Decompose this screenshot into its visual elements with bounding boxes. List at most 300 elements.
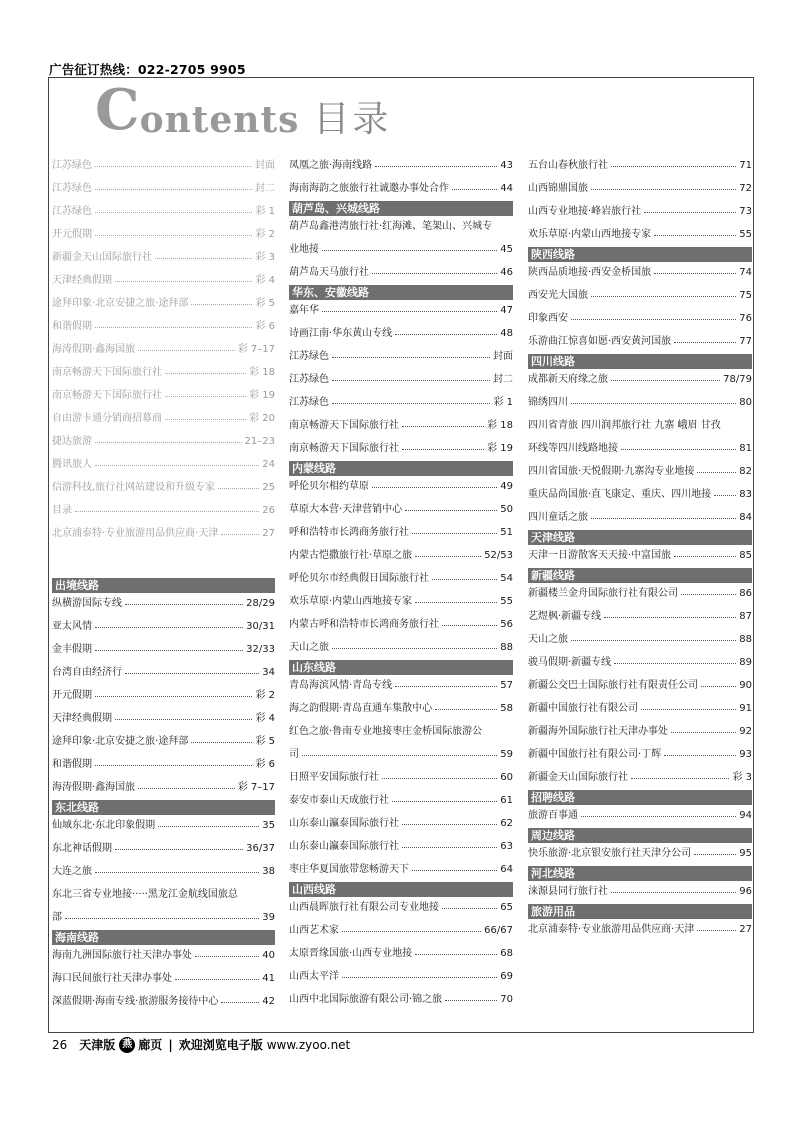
toc-entry[interactable] [528, 549, 752, 562]
toc-entry[interactable] [52, 666, 275, 679]
toc-entry[interactable] [52, 865, 275, 878]
leader-dots [671, 731, 736, 733]
toc-entry-page: 58 [500, 703, 513, 714]
leader-dots [415, 601, 497, 603]
toc-entry[interactable] [289, 220, 513, 256]
leader-dots [611, 379, 720, 381]
toc-entry[interactable] [289, 572, 513, 585]
toc-entry-row [52, 995, 275, 1008]
toc-entry-row [528, 610, 752, 623]
toc-entry-row [289, 526, 513, 539]
toc-entry-page: 彩 2 [255, 690, 275, 701]
toc-entry[interactable] [528, 396, 752, 409]
toc-entry-title: 山西艺术家 [289, 925, 339, 936]
toc-entry-row [528, 702, 752, 715]
toc-entry[interactable] [52, 320, 275, 333]
toc-entry-row [528, 809, 752, 822]
leader-dots [125, 603, 243, 605]
contents-logo [95, 77, 392, 143]
toc-entry-row [289, 817, 513, 830]
toc-entry-row [52, 972, 275, 985]
toc-entry[interactable] [52, 504, 275, 517]
toc-entry-title: 草原大本营·天津营销中心 [289, 504, 403, 515]
toc-entry-title: 台湾自由经济行 [52, 667, 122, 678]
leader-dots [75, 510, 259, 512]
toc-entry[interactable] [289, 503, 513, 516]
toc-entry[interactable] [52, 888, 275, 924]
toc-entry-page: 彩 6 [255, 321, 275, 332]
leader-dots [654, 234, 736, 236]
toc-entry-page: 64 [500, 864, 513, 875]
leader-dots [701, 685, 736, 687]
toc-entry-page: 彩 5 [255, 298, 275, 309]
leader-dots [158, 825, 259, 827]
toc-entry[interactable] [289, 702, 513, 715]
toc-entry-title: 途拜印象·北京安捷之旅·途拜部 [52, 298, 189, 309]
leader-dots [218, 487, 259, 489]
toc-entry-page: 87 [739, 611, 752, 622]
toc-entry[interactable] [289, 373, 513, 386]
leader-dots [175, 978, 259, 980]
toc-entry[interactable] [289, 595, 513, 608]
toc-entry-title: 开元假期 [52, 690, 92, 701]
toc-entry-row [528, 923, 752, 936]
toc-entry-title: 和谐假期 [52, 759, 92, 770]
toc-entry[interactable] [289, 442, 513, 455]
leader-dots [571, 318, 736, 320]
toc-entry[interactable] [528, 610, 752, 623]
toc-entry-title: 深蓝假期·海南专线·旅游服务接待中心 [52, 996, 219, 1007]
toc-entry-title: 山东泰山瀛泰国际旅行社 [289, 818, 399, 829]
leader-dots [697, 471, 736, 473]
toc-entry-row [289, 993, 513, 1006]
toc-entry[interactable] [289, 970, 513, 983]
toc-entry[interactable] [528, 205, 752, 218]
magazine-badge-icon: 燕 [119, 1037, 135, 1053]
toc-entry-row [52, 842, 275, 855]
toc-entry-page: 47 [500, 305, 513, 316]
toc-entry-page: 封二 [493, 374, 513, 385]
toc-entry-page: 40 [262, 950, 275, 961]
toc-entry-title: 凤凰之旅·海南线路 [289, 160, 373, 171]
toc-entry-title: 海口民间旅行社天津办事处 [52, 973, 172, 984]
toc-entry-page: 89 [739, 657, 752, 668]
toc-entry-row [528, 549, 752, 562]
toc-entry[interactable] [528, 419, 752, 455]
leader-dots [221, 1001, 259, 1003]
toc-entry[interactable] [52, 819, 275, 832]
toc-entry-page: 45 [500, 244, 513, 255]
toc-entry-row [528, 885, 752, 898]
toc-entry-row [289, 549, 513, 562]
toc-entry[interactable] [289, 304, 513, 317]
toc-entry[interactable] [528, 748, 752, 761]
toc-entry-row [289, 182, 513, 195]
toc-entry[interactable] [289, 641, 513, 654]
toc-entry[interactable] [52, 949, 275, 962]
toc-entry-title: 山西太平洋 [289, 971, 339, 982]
toc-entry-title: 印象西安 [528, 313, 568, 324]
toc-entry[interactable] [52, 412, 275, 425]
leader-dots [405, 509, 497, 511]
toc-entry-row [289, 373, 513, 386]
leader-dots [95, 695, 252, 697]
toc-entry[interactable] [52, 435, 275, 448]
toc-entry-page: 封面 [493, 351, 513, 362]
leader-dots [115, 718, 252, 720]
leader-dots [95, 234, 252, 236]
toc-entry-title: 亚太风情 [52, 621, 92, 632]
toc-entry[interactable] [528, 587, 752, 600]
toc-entry-page: 彩 19 [249, 390, 275, 401]
toc-entry-title: 大连之旅 [52, 866, 92, 877]
toc-entry-row [528, 771, 752, 784]
toc-entry-row [528, 289, 752, 302]
toc-entry[interactable] [528, 885, 752, 898]
toc-entry-page: 91 [739, 703, 752, 714]
toc-entry-page: 43 [500, 160, 513, 171]
leader-dots [115, 848, 243, 850]
toc-entry[interactable] [289, 794, 513, 807]
toc-entry-title: 和谐假期 [52, 321, 92, 332]
toc-entry-row [289, 863, 513, 876]
toc-entry[interactable] [289, 901, 513, 914]
toc-entry[interactable] [528, 656, 752, 669]
contents-title-cn: 目录 [313, 99, 392, 140]
toc-entry[interactable] [289, 771, 513, 784]
toc-entry-row [52, 527, 275, 540]
toc-entry-row [52, 251, 275, 264]
toc-entry[interactable] [52, 481, 275, 494]
toc-entry[interactable] [52, 643, 275, 656]
leader-dots [654, 272, 736, 274]
toc-entry-page: 彩 18 [487, 420, 513, 431]
toc-entry[interactable] [52, 972, 275, 985]
toc-entry-page: 73 [739, 206, 752, 217]
leader-dots [631, 777, 729, 779]
leader-dots [694, 853, 736, 855]
toc-entry[interactable] [528, 511, 752, 524]
toc-entry[interactable] [289, 480, 513, 493]
toc-entry-title: 东北三省专业地接·····黑龙江金航线国旅总 [52, 889, 238, 900]
leader-dots [165, 418, 246, 420]
toc-entry-title: 江苏绿色 [52, 160, 92, 171]
leader-dots [402, 846, 497, 848]
toc-entry-title: 海涛假期·鑫海国旅 [52, 344, 136, 355]
toc-entry-page: 24 [262, 459, 275, 470]
toc-entry[interactable] [52, 205, 275, 218]
leader-dots [195, 955, 259, 957]
toc-entry[interactable] [52, 274, 275, 287]
toc-entry-title: 南京畅游天下国际旅行社 [52, 390, 162, 401]
toc-entry-row [528, 587, 752, 600]
toc-entry-title: 呼和浩特市长鸿商务旅行社 [289, 527, 409, 538]
toc-entry[interactable] [528, 289, 752, 302]
section-header: 东北线路 [52, 800, 275, 815]
toc-entry-title: 天津经典假期 [52, 713, 112, 724]
section-header: 新疆线路 [528, 568, 752, 583]
toc-entry-row [528, 312, 752, 325]
toc-entry[interactable] [289, 526, 513, 539]
toc-entry-title: 江苏绿色 [52, 206, 92, 217]
section-header: 天津线路 [528, 530, 752, 545]
toc-entry-title: 自由游卡通分销商招募商 [52, 413, 162, 424]
website-link[interactable]: www.zyoo.net [266, 1037, 351, 1052]
toc-entry-title: 江苏绿色 [289, 397, 329, 408]
toc-entry-title-cont: 司 [289, 749, 299, 760]
toc-entry-page: 90 [739, 680, 752, 691]
toc-entry-row [52, 159, 275, 172]
leader-dots [65, 917, 259, 919]
toc-entry-page: 27 [739, 924, 752, 935]
toc-entry-page: 83 [739, 489, 752, 500]
toc-entry-title: 欢乐草原·内蒙山西地接专家 [528, 229, 652, 240]
toc-entry-row [289, 266, 513, 279]
toc-entry-page: 95 [739, 848, 752, 859]
toc-entry-page: 93 [739, 749, 752, 760]
leader-dots [191, 303, 252, 305]
toc-entry-title: 嘉年华 [289, 305, 319, 316]
toc-entry-title: 海之韵假期·青岛直通车集散中心 [289, 703, 433, 714]
toc-entry[interactable] [528, 847, 752, 860]
leader-dots [581, 815, 736, 817]
section-header: 河北线路 [528, 866, 752, 881]
toc-entry-row [289, 503, 513, 516]
toc-entry[interactable] [528, 809, 752, 822]
toc-entry[interactable] [289, 817, 513, 830]
leader-dots [442, 907, 497, 909]
toc-entry-row [52, 366, 275, 379]
toc-entry[interactable] [528, 182, 752, 195]
toc-entry[interactable] [52, 297, 275, 310]
toc-entry-row [52, 758, 275, 771]
toc-entry-title: 泰安市泰山天成旅行社 [289, 795, 389, 806]
toc-entry-title: 新疆金天山国际旅行社 [52, 252, 152, 263]
toc-entry-page: 彩 7–17 [237, 344, 275, 355]
toc-entry[interactable] [52, 159, 275, 172]
toc-entry-row [52, 735, 275, 748]
toc-entry-page: 68 [500, 948, 513, 959]
toc-entry-row [528, 205, 752, 218]
leader-dots [415, 953, 497, 955]
toc-entry[interactable] [289, 863, 513, 876]
toc-entry-title: 新疆楼兰金舟国际旅行社有限公司 [528, 588, 678, 599]
toc-entry-row [528, 228, 752, 241]
toc-entry[interactable] [52, 689, 275, 702]
toc-entry-page: 60 [500, 772, 513, 783]
toc-entry[interactable] [289, 159, 513, 172]
toc-entry[interactable] [52, 842, 275, 855]
page-number: 26 [52, 1037, 68, 1052]
toc-entry[interactable] [289, 947, 513, 960]
toc-entry[interactable] [528, 679, 752, 692]
toc-entry[interactable] [52, 758, 275, 771]
leader-dots [591, 517, 736, 519]
leader-dots [604, 616, 736, 618]
toc-entry[interactable] [52, 182, 275, 195]
toc-entry-row [528, 488, 752, 501]
toc-entry-page: 88 [500, 642, 513, 653]
toc-entry[interactable] [289, 618, 513, 631]
toc-entry-title: 新疆中国旅行社有限公司 [528, 703, 638, 714]
toc-entry-row [528, 656, 752, 669]
toc-entry[interactable] [289, 549, 513, 562]
toc-entry-row [289, 970, 513, 983]
toc-entry-title: 新疆公交巴士国际旅行社有限责任公司 [528, 680, 698, 691]
toc-entry-row [289, 350, 513, 363]
toc-entry[interactable] [528, 266, 752, 279]
toc-entry[interactable] [52, 781, 275, 794]
toc-entry-title: 山西锦鼎国旅 [528, 183, 588, 194]
toc-entry[interactable] [289, 840, 513, 853]
toc-entry-title: 山西晨晖旅行社有限公司专业地接 [289, 902, 439, 913]
leader-dots [452, 188, 497, 190]
toc-entry[interactable] [52, 366, 275, 379]
leader-dots [342, 976, 497, 978]
toc-entry[interactable] [528, 335, 752, 348]
toc-entry[interactable] [528, 159, 752, 172]
toc-entry-row [52, 389, 275, 402]
section-header: 葫芦岛、兴城线路 [289, 201, 513, 216]
toc-entry[interactable] [52, 389, 275, 402]
toc-entry-row [289, 618, 513, 631]
toc-entry-page: 86 [739, 588, 752, 599]
toc-entry-title: 山东泰山瀛泰国际旅行社 [289, 841, 399, 852]
leader-dots [435, 708, 497, 710]
toc-entry[interactable] [528, 633, 752, 646]
toc-entry-page: 38 [262, 866, 275, 877]
toc-entry[interactable] [52, 343, 275, 356]
toc-entry-title: 枣庄华夏国旅带您畅游天下 [289, 864, 409, 875]
toc-entry-page: 66/67 [484, 925, 513, 936]
leader-dots [191, 741, 252, 743]
leader-dots [674, 341, 736, 343]
toc-entry[interactable] [52, 228, 275, 241]
toc-entry[interactable] [528, 465, 752, 478]
leader-dots [402, 823, 497, 825]
toc-entry[interactable] [289, 182, 513, 195]
toc-entry-row [289, 702, 513, 715]
leader-dots [445, 999, 497, 1001]
toc-entry[interactable] [528, 373, 752, 386]
toc-entry-page: 61 [500, 795, 513, 806]
toc-entry-page: 71 [739, 160, 752, 171]
leader-dots [697, 929, 736, 931]
toc-entry-title: 红色之旅·鲁南专业地接枣庄金桥国际旅游公 [289, 726, 483, 737]
toc-entry[interactable] [52, 620, 275, 633]
leader-dots [402, 425, 484, 427]
toc-entry-title: 天津经典假期 [52, 275, 112, 286]
toc-entry-title: 内蒙古恺撒旅行社·草原之旅 [289, 550, 413, 561]
toc-entry[interactable] [52, 735, 275, 748]
toc-entry[interactable] [52, 712, 275, 725]
toc-entry-page: 彩 3 [255, 252, 275, 263]
leader-dots [138, 349, 235, 351]
toc-entry-row [289, 243, 513, 256]
section-header: 出境线路 [52, 578, 275, 593]
edition-label: 天津版 [79, 1038, 116, 1052]
toc-entry[interactable] [528, 771, 752, 784]
toc-entry-row [52, 182, 275, 195]
toc-entry[interactable] [528, 923, 752, 936]
toc-entry[interactable] [52, 527, 275, 540]
leader-dots [342, 930, 481, 932]
toc-entry[interactable] [289, 679, 513, 692]
toc-entry-row [52, 320, 275, 333]
toc-entry-row [289, 641, 513, 654]
toc-entry-page: 46 [500, 267, 513, 278]
toc-entry[interactable] [52, 995, 275, 1008]
toc-entry-page: 41 [262, 973, 275, 984]
toc-entry[interactable] [289, 419, 513, 432]
logo-initial: C [95, 77, 140, 143]
toc-entry-page: 48 [500, 328, 513, 339]
toc-entry-page: 52/53 [484, 550, 513, 561]
toc-entry-page: 78/79 [723, 374, 752, 385]
toc-entry-row [528, 266, 752, 279]
toc-entry[interactable] [528, 488, 752, 501]
toc-entry[interactable] [52, 458, 275, 471]
toc-entry-row [52, 712, 275, 725]
toc-entry-page: 82 [739, 466, 752, 477]
toc-entry-row [52, 412, 275, 425]
toc-entry[interactable] [289, 266, 513, 279]
toc-entry[interactable] [289, 725, 513, 761]
toc-entry-page: 55 [739, 229, 752, 240]
toc-entry[interactable] [528, 702, 752, 715]
toc-entry[interactable] [528, 312, 752, 325]
toc-entry-page: 50 [500, 504, 513, 515]
toc-entry-title: 途拜印象·北京安捷之旅·途拜部 [52, 736, 189, 747]
toc-entry[interactable] [289, 993, 513, 1006]
toc-entry-page: 84 [739, 512, 752, 523]
toc-entry-row [289, 901, 513, 914]
toc-entry[interactable] [289, 924, 513, 937]
toc-entry[interactable] [289, 350, 513, 363]
leader-dots [611, 165, 736, 167]
toc-entry-title: 山西专业地接·峰岩旅行社 [528, 206, 642, 217]
toc-entry-page: 36/37 [246, 843, 275, 854]
toc-entry-page: 彩 20 [249, 413, 275, 424]
toc-entry-page: 69 [500, 971, 513, 982]
toc-entry[interactable] [52, 597, 275, 610]
toc-entry[interactable] [289, 327, 513, 340]
leader-dots [165, 395, 246, 397]
toc-entry[interactable] [52, 251, 275, 264]
toc-entry-page: 63 [500, 841, 513, 852]
toc-entry[interactable] [528, 228, 752, 241]
toc-entry-row [52, 781, 275, 794]
section-header: 陕西线路 [528, 247, 752, 262]
toc-entry-page: 56 [500, 619, 513, 630]
toc-entry-page: 80 [739, 397, 752, 408]
toc-entry-page: 21–23 [244, 436, 275, 447]
section-header: 华东、安徽线路 [289, 285, 513, 300]
toc-entry-row [289, 595, 513, 608]
toc-entry-title: 涞源县同行旅行社 [528, 886, 608, 897]
toc-entry-row [52, 949, 275, 962]
toc-entry-page: 彩 5 [255, 736, 275, 747]
toc-entry-title: 北京浦泰特·专业旅游用品供应商·天津 [52, 528, 219, 539]
toc-entry-row [528, 396, 752, 409]
toc-entry-row [52, 343, 275, 356]
toc-entry[interactable] [289, 396, 513, 409]
leader-dots [322, 249, 497, 251]
toc-entry-page: 彩 18 [249, 367, 275, 378]
toc-entry-page: 55 [500, 596, 513, 607]
toc-entry-page: 彩 4 [255, 275, 275, 286]
toc-entry[interactable] [528, 725, 752, 738]
